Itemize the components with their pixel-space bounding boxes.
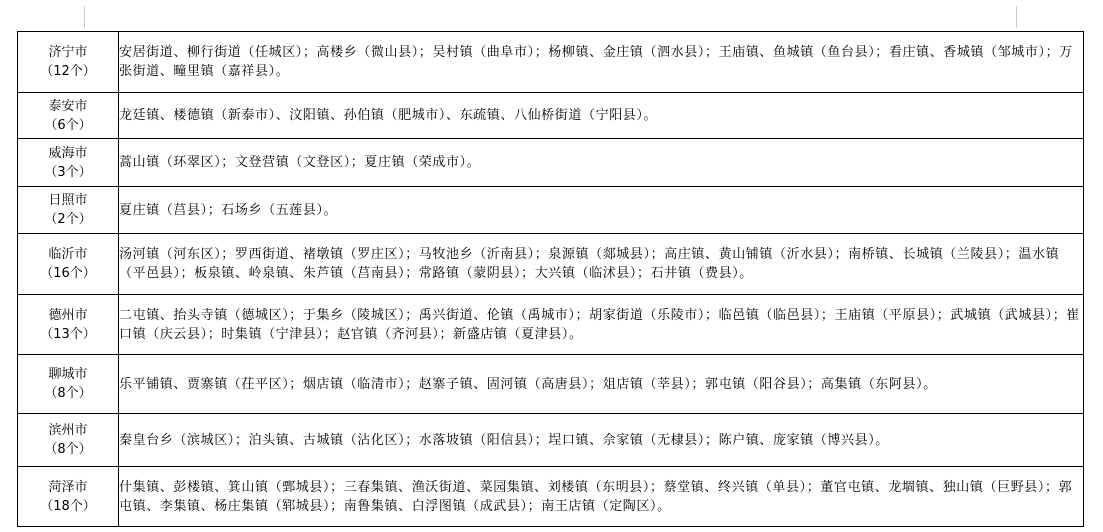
city-cell	[18, 467, 119, 527]
towns-table	[17, 31, 1084, 527]
town-count: （8个）	[44, 386, 92, 401]
city-name: 威海市	[48, 145, 88, 161]
town-count: （6个）	[44, 117, 92, 133]
towns-list: 安居街道、柳行街道（任城区）；高楼乡（微山县）；吴村镇（曲阜市）；杨柳镇、金庄镇（泗水县）；王庙镇、鱼城镇（鱼台县）；看庄镇、香城镇（邹城市）；万张街道、疃里镇（嘉祥县）。	[119, 32, 1084, 93]
towns-list: 汤河镇（河东区）；罗西街道、褚墩镇（罗庄区）；马牧池乡（沂南县）；泉源镇（郯城县）；高庄镇、黄山铺镇（沂水县）；南桥镇、长城镇（兰陵县）；温水镇（平邑县）；板泉镇、岭泉镇、朱芦镇（莒南县）；常路镇（蒙阴县）；大兴镇（临沭县）；石井镇（费县）。	[119, 234, 1084, 295]
city-name: 菏泽市	[48, 479, 88, 495]
city-name: 德州市	[48, 307, 88, 323]
city-name: 临沂市	[48, 247, 88, 262]
towns-list: 秦皇台乡（滨城区）；泊头镇、古城镇（沾化区）；水落坡镇（阳信县）；埕口镇、佘家镇（无棣县）；陈户镇、庞家镇（博兴县）。	[119, 414, 1084, 467]
city-cell	[18, 295, 119, 355]
town-count: （16个）	[40, 266, 96, 281]
city-cell	[18, 414, 119, 467]
city-cell	[18, 234, 119, 295]
towns-list: 什集镇、彭楼镇、箕山镇（鄄城县）；三春集镇、渔沃街道、菜园集镇、刘楼镇（东明县）；蔡堂镇、终兴镇（单县）；董官屯镇、龙堌镇、独山镇（巨野县）；郭屯镇、李集镇、杨庄集镇（郓城县）；南鲁集镇、白浮图镇（成武县）；南王店镇（定陶区）。	[119, 467, 1084, 527]
towns-list: 夏庄镇（莒县）；石场乡（五莲县）。	[119, 187, 1084, 234]
city-name: 日照市	[48, 193, 88, 208]
towns-list: 蒿山镇（环翠区）；文登营镇（文登区）；夏庄镇（荣成市）。	[119, 139, 1084, 187]
town-count: （12个）	[40, 64, 96, 79]
page-margin-mark-right	[1016, 6, 1017, 28]
city-name: 聊城市	[48, 367, 88, 382]
page-margin-mark-left	[84, 6, 85, 28]
town-count: （13个）	[40, 326, 96, 342]
towns-list: 龙廷镇、楼德镇（新泰市）、汶阳镇、孙伯镇（肥城市）、东疏镇、八仙桥街道（宁阳县）。	[119, 93, 1084, 139]
table-row	[18, 139, 1084, 187]
town-count: （18个）	[40, 498, 96, 514]
city-cell	[18, 93, 119, 139]
city-cell	[18, 32, 119, 93]
towns-list: 二屯镇、抬头寺镇（德城区）；于集乡（陵城区）；禹兴街道、伦镇（禹城市）；胡家街道（乐陵市）；临邑镇（临邑县）；王庙镇（平原县）；武城镇（武城县）；崔口镇（庆云县）；时集镇（宁津县）；赵官镇（齐河县）；新盛店镇（夏津县）。	[119, 295, 1084, 355]
city-name: 济宁市	[48, 45, 88, 60]
table-row	[18, 414, 1084, 467]
table-row	[18, 295, 1084, 355]
table-row	[18, 93, 1084, 139]
city-cell	[18, 355, 119, 414]
city-name: 泰安市	[48, 98, 88, 114]
table-row	[18, 234, 1084, 295]
city-cell	[18, 187, 119, 234]
table-row	[18, 355, 1084, 414]
city-cell	[18, 139, 119, 187]
town-count: （2个）	[44, 212, 92, 227]
town-count: （8个）	[44, 442, 92, 457]
table-row	[18, 467, 1084, 527]
towns-list: 乐平铺镇、贾寨镇（茌平区）；烟店镇（临清市）；赵寨子镇、固河镇（高唐县）；俎店镇（莘县）；郭屯镇（阳谷县）；高集镇（东阿县）。	[119, 355, 1084, 414]
table-row	[18, 32, 1084, 93]
table-row	[18, 187, 1084, 234]
town-count: （3个）	[44, 164, 92, 180]
city-name: 滨州市	[48, 423, 88, 438]
